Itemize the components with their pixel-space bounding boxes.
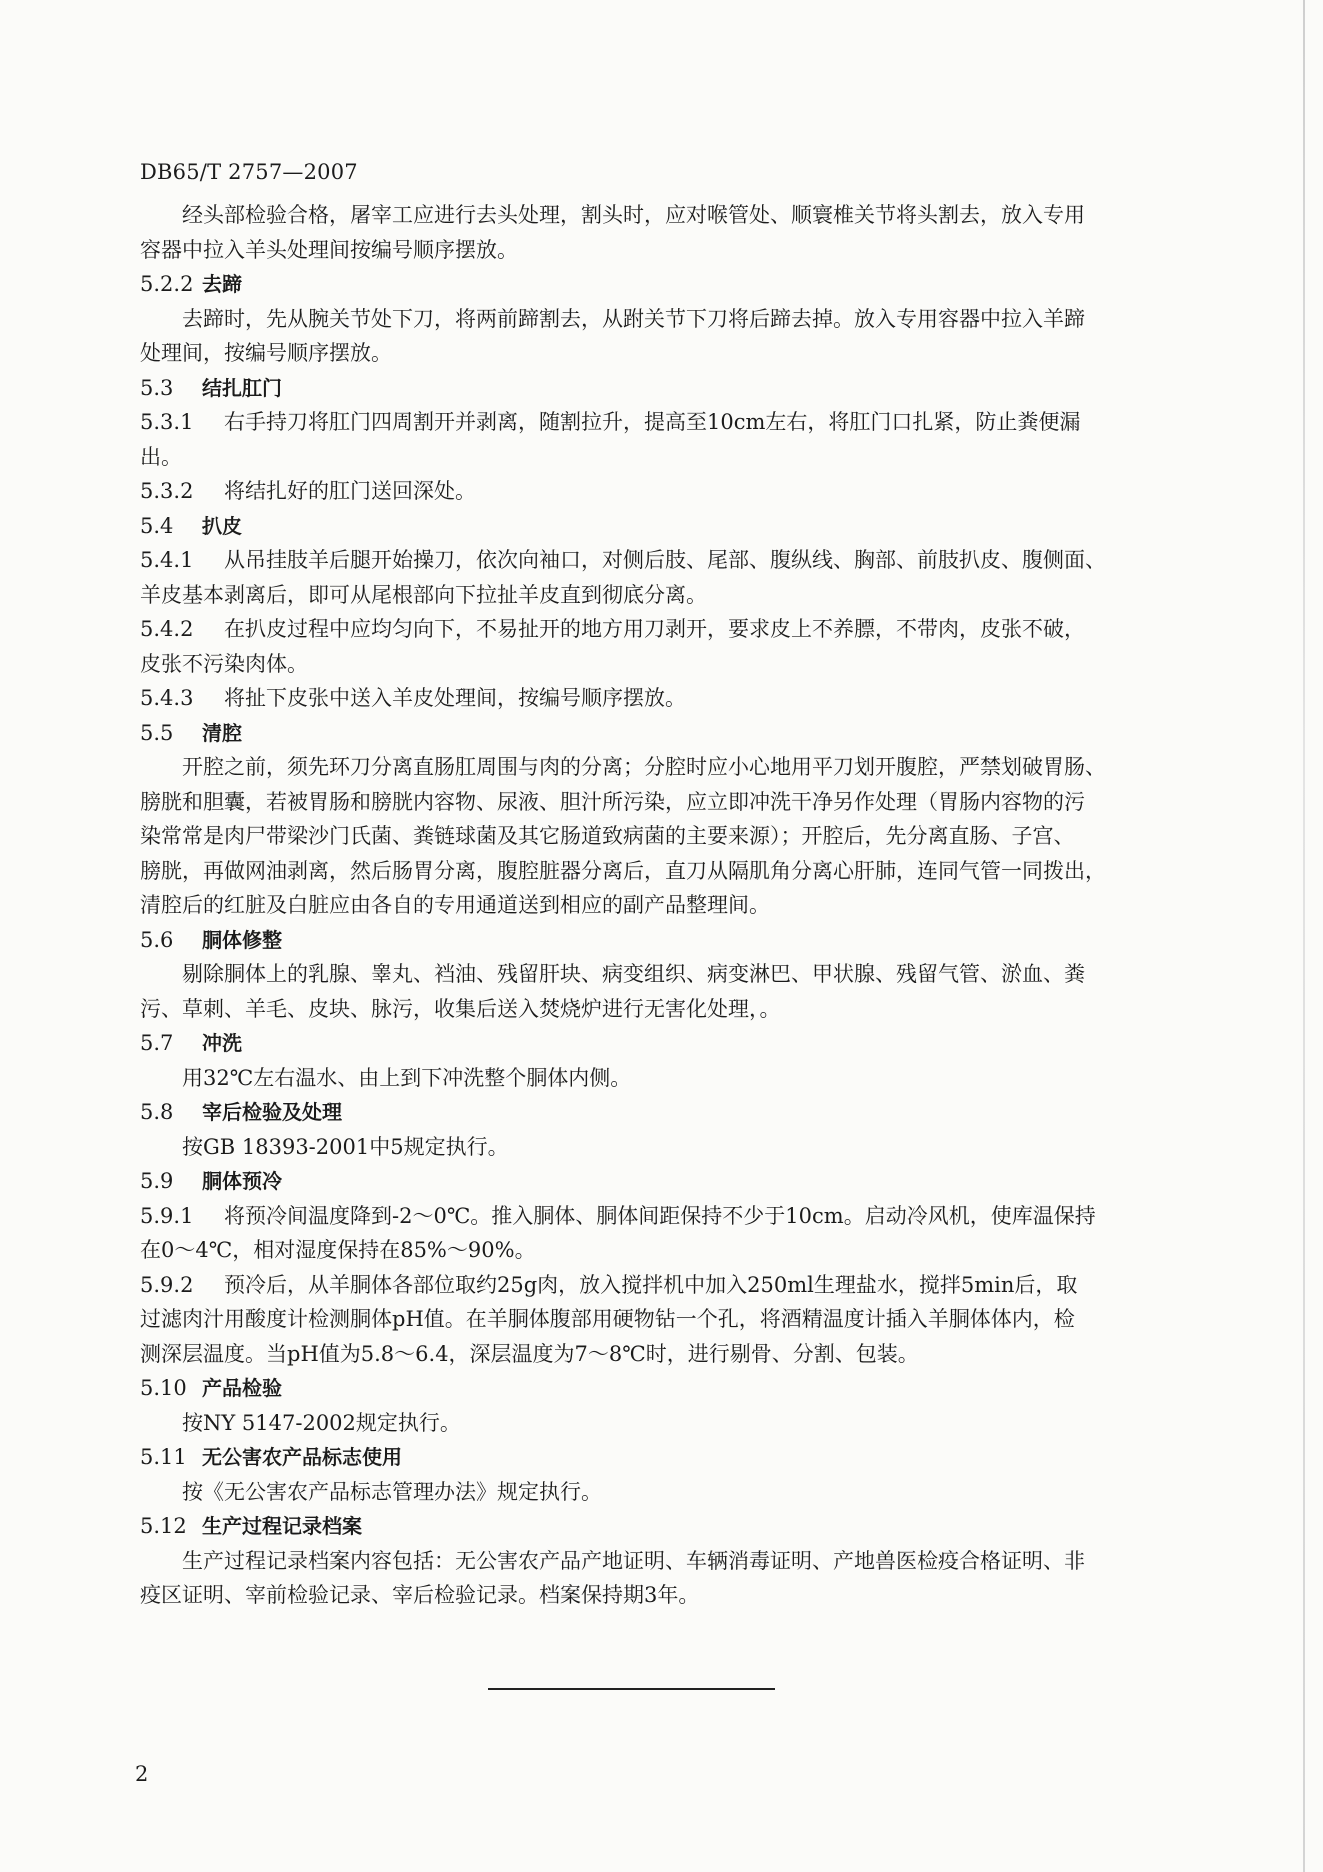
scan-edge [1303, 0, 1305, 1872]
page-number: 2 [135, 1762, 149, 1786]
clause-line [140, 405, 1162, 440]
continuation-line: 膀胱和胆囊，若被胃肠和膀胱内容物、尿液、胆汁所污染，应立即冲洗干净另作处理（胃肠内容物的污 [140, 789, 1085, 814]
clause-line [140, 543, 1162, 578]
paragraph-line: 用32℃左右温水、由上到下冲洗整个胴体内侧。 [182, 1065, 632, 1090]
clause-text: 从吊挂肢羊后腿开始操刀，依次向袖口，对侧后肢、尾部、腹纵线、胸部、前肢扒皮、腹侧面、 [224, 548, 1106, 572]
section-number: 5.8 [140, 1100, 174, 1124]
section-heading [140, 1371, 1162, 1406]
continuation-line: 处理间，按编号顺序摆放。 [140, 341, 392, 365]
section-title: 无公害农产品标志使用 [202, 1445, 402, 1469]
clause-number: 5.4.2 [140, 617, 194, 641]
clause-text: 右手持刀将肛门四周割开并剥离，随割拉升，提高至10cm左右，将肛门口扎紧，防止粪便漏 [224, 410, 1081, 434]
paragraph-line: 按《无公害农产品标志管理办法》规定执行。 [182, 1479, 602, 1504]
continuation-line: 测深层温度。当pH值为5.8～6.4，深层温度为7～8℃时，进行剔骨、分割、包装。 [140, 1341, 919, 1366]
paragraph-line: 剔除胴体上的乳腺、睾丸、裆油、残留肝块、病变组织、病变淋巴、甲状腺、残留气管、淤血、粪 [182, 962, 1085, 986]
section-heading [140, 1095, 1162, 1130]
continuation-line: 染常常是肉尸带梁沙门氏菌、粪链球菌及其它肠道致病菌的主要来源）；开腔后，先分离直肠、子宫、 [140, 824, 1075, 848]
section-title: 去蹄 [202, 272, 242, 296]
section-number: 5.10 [140, 1376, 187, 1400]
clause-line [140, 612, 1162, 647]
section-title: 清腔 [202, 720, 242, 745]
clause-text: 将结扎好的肛门送回深处。 [224, 479, 476, 503]
section-number: 5.12 [140, 1514, 187, 1538]
clause-number: 5.3.1 [140, 410, 194, 434]
clause-number: 5.4.1 [140, 548, 194, 572]
section-heading [140, 509, 1162, 544]
clause-text: 将预冷间温度降到-2～0℃。推入胴体、胴体间距保持不少于10cm。启动冷风机，使库温保持 [224, 1203, 1096, 1228]
section-number: 5.9 [140, 1169, 174, 1193]
section-number: 5.11 [140, 1445, 187, 1469]
section-heading [140, 1509, 1162, 1544]
clause-number: 5.9.1 [140, 1203, 194, 1228]
section-title: 产品检验 [202, 1376, 282, 1400]
paragraph-line: 按NY 5147-2002规定执行。 [182, 1410, 461, 1435]
clause-number: 5.3.2 [140, 479, 194, 503]
continuation-line: 羊皮基本剥离后，即可从尾根部向下拉扯羊皮直到彻底分离。 [140, 582, 707, 607]
clause-text: 预冷后，从羊胴体各部位取约25g肉，放入搅拌机中加入250ml生理盐水，搅拌5min后，取 [224, 1272, 1078, 1297]
clause-line [140, 474, 1162, 509]
section-heading [140, 267, 1162, 302]
section-title: 生产过程记录档案 [202, 1514, 362, 1538]
section-number: 5.2.2 [140, 272, 194, 296]
continuation-line: 清腔后的红脏及白脏应由各自的专用通道送到相应的副产品整理间。 [140, 893, 770, 917]
section-heading [140, 923, 1162, 958]
document-body [140, 198, 1162, 1613]
continuation-line: 膀胱，再做网油剥离，然后肠胃分离，腹腔脏器分离后，直刀从隔肌角分离心肝肺，连同气管一同拨出， [140, 858, 1106, 883]
paragraph-line: 按GB 18393-2001中5规定执行。 [182, 1134, 509, 1159]
standard-code-header: DB65/T 2757—2007 [140, 160, 358, 184]
paragraph-line: 经头部检验合格，屠宰工应进行去头处理，割头时，应对喉管处、顺寰椎关节将头割去，放入专用 [182, 203, 1085, 227]
section-heading [140, 1440, 1162, 1475]
section-number: 5.5 [140, 720, 174, 745]
clause-line [140, 1199, 1162, 1234]
clause-number: 5.4.3 [140, 686, 194, 710]
section-number: 5.3 [140, 375, 174, 400]
section-title: 扒皮 [202, 513, 242, 538]
section-title: 结扎肛门 [202, 375, 282, 400]
continuation-line: 容器中拉入羊头处理间按编号顺序摆放。 [140, 237, 518, 262]
section-number: 5.6 [140, 927, 174, 952]
section-title: 冲洗 [202, 1031, 242, 1055]
clause-number: 5.9.2 [140, 1272, 194, 1297]
continuation-line: 疫区证明、宰前检验记录、宰后检验记录。档案保持期3年。 [140, 1583, 700, 1607]
section-heading [140, 1026, 1162, 1061]
paragraph-line: 开腔之前，须先环刀分离直肠肛周围与肉的分离；分腔时应小心地用平刀划开腹腔，严禁划破胃肠、 [182, 755, 1106, 779]
section-title: 胴体修整 [202, 927, 282, 952]
clause-text: 将扯下皮张中送入羊皮处理间，按编号顺序摆放。 [224, 686, 686, 710]
clause-line [140, 1268, 1162, 1303]
section-heading [140, 371, 1162, 406]
clause-line [140, 681, 1162, 716]
section-heading [140, 1164, 1162, 1199]
paragraph-line: 生产过程记录档案内容包括：无公害农产品产地证明、车辆消毒证明、产地兽医检疫合格证明、非 [182, 1548, 1085, 1573]
clause-text: 在扒皮过程中应均匀向下，不易扯开的地方用刀剥开，要求皮上不养膘，不带肉，皮张不破， [224, 617, 1085, 641]
continuation-line: 过滤肉汁用酸度计检测胴体pH值。在羊胴体腹部用硬物钻一个孔，将酒精温度计插入羊胴体体内，检 [140, 1307, 1075, 1331]
continuation-line: 在0～4℃，相对湿度保持在85%～90%。 [140, 1238, 536, 1262]
continuation-line: 皮张不污染肉体。 [140, 651, 308, 676]
paragraph-line: 去蹄时，先从腕关节处下刀，将两前蹄割去，从跗关节下刀将后蹄去掉。放入专用容器中拉入羊蹄 [182, 306, 1085, 331]
section-title: 胴体预冷 [202, 1169, 282, 1193]
section-title: 宰后检验及处理 [202, 1100, 342, 1124]
section-number: 5.4 [140, 513, 174, 538]
continuation-line: 出。 [140, 444, 182, 469]
section-number: 5.7 [140, 1031, 174, 1055]
section-heading [140, 716, 1162, 751]
end-rule [488, 1688, 775, 1690]
continuation-line: 污、草刺、羊毛、皮块、脉污，收集后送入焚烧炉进行无害化处理，。 [140, 996, 781, 1021]
